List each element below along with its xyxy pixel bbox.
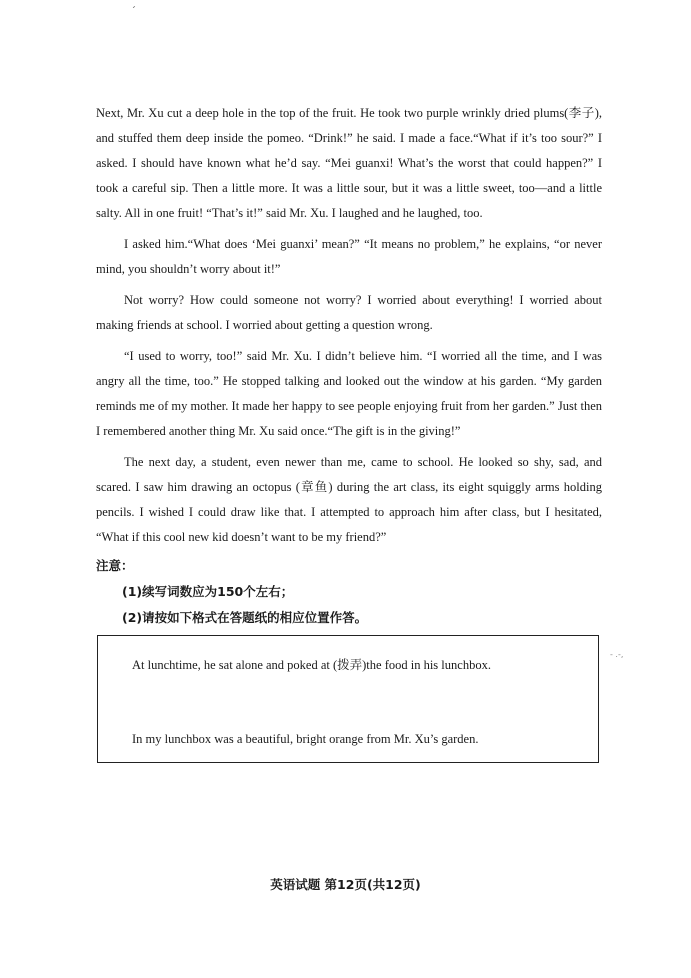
story-paragraph-2: I asked him.“What does ‘Mei guanxi’ mean?” “It means no problem,” he explains, “or never mind, you shouldn’t worry about it!” bbox=[96, 237, 602, 276]
paragraph-starter-1: At lunchtime, he sat alone and poked at (拨弄)the food in his lunchbox. bbox=[132, 658, 491, 672]
story-paragraph-5: The next day, a student, even newer than me, came to school. He looked so shy, sad, and scared. I saw him drawing an octopus (章鱼) during the art class, its eight squiggly arms holding pencils. I wished I could draw like that. I attempted to approach him after class, but I hesitated, “What if this cool new kid doesn’t want to be my friend?” bbox=[96, 455, 602, 544]
story-text bbox=[96, 101, 602, 556]
margin-mark: - .-, bbox=[610, 650, 624, 659]
story-paragraph-4: “I used to worry, too!” said Mr. Xu. I didn’t believe him. “I worried all the time, and I was angry all the time, too.” He stopped talking and looked out the window at his garden. “My garden reminds me of my mother. It made her happy to see people enjoying fruit from her garden.” Just then I remembered another thing Mr. Xu said once.“The gift is in the giving!” bbox=[96, 349, 602, 438]
instruction-item-2: (2)请按如下格式在答题纸的相应位置作答。 bbox=[122, 610, 368, 625]
story-paragraph-1: Next, Mr. Xu cut a deep hole in the top of the fruit. He took two purple wrinkly dried plums(李子), and stuffed them deep inside the pomeo. “Drink!” he said. I made a face.“What if it’s too sour?” I asked. I should have known what he’d say. “Mei guanxi! What’s the worst that could happen?” I took a careful sip. Then a little more. It was a little sour, but it was a little sweet, too—and a little salty. All in one fruit! “That’s it!” said Mr. Xu. I laughed and he laughed, too. bbox=[96, 106, 602, 220]
page-footer: 英语试题 第12页(共12页) bbox=[270, 877, 421, 892]
instructions-title: 注意： bbox=[96, 558, 134, 573]
answer-format-box bbox=[97, 635, 599, 763]
instructions bbox=[96, 553, 602, 631]
paragraph-starter-2: In my lunchbox was a beautiful, bright orange from Mr. Xu’s garden. bbox=[132, 732, 479, 746]
scan-speck: ˊ bbox=[131, 6, 136, 17]
instruction-item-1: (1)续写词数应为150个左右； bbox=[122, 584, 294, 599]
story-paragraph-3: Not worry? How could someone not worry? I worried about everything! I worried about making friends at school. I worried about getting a question wrong. bbox=[96, 293, 602, 332]
